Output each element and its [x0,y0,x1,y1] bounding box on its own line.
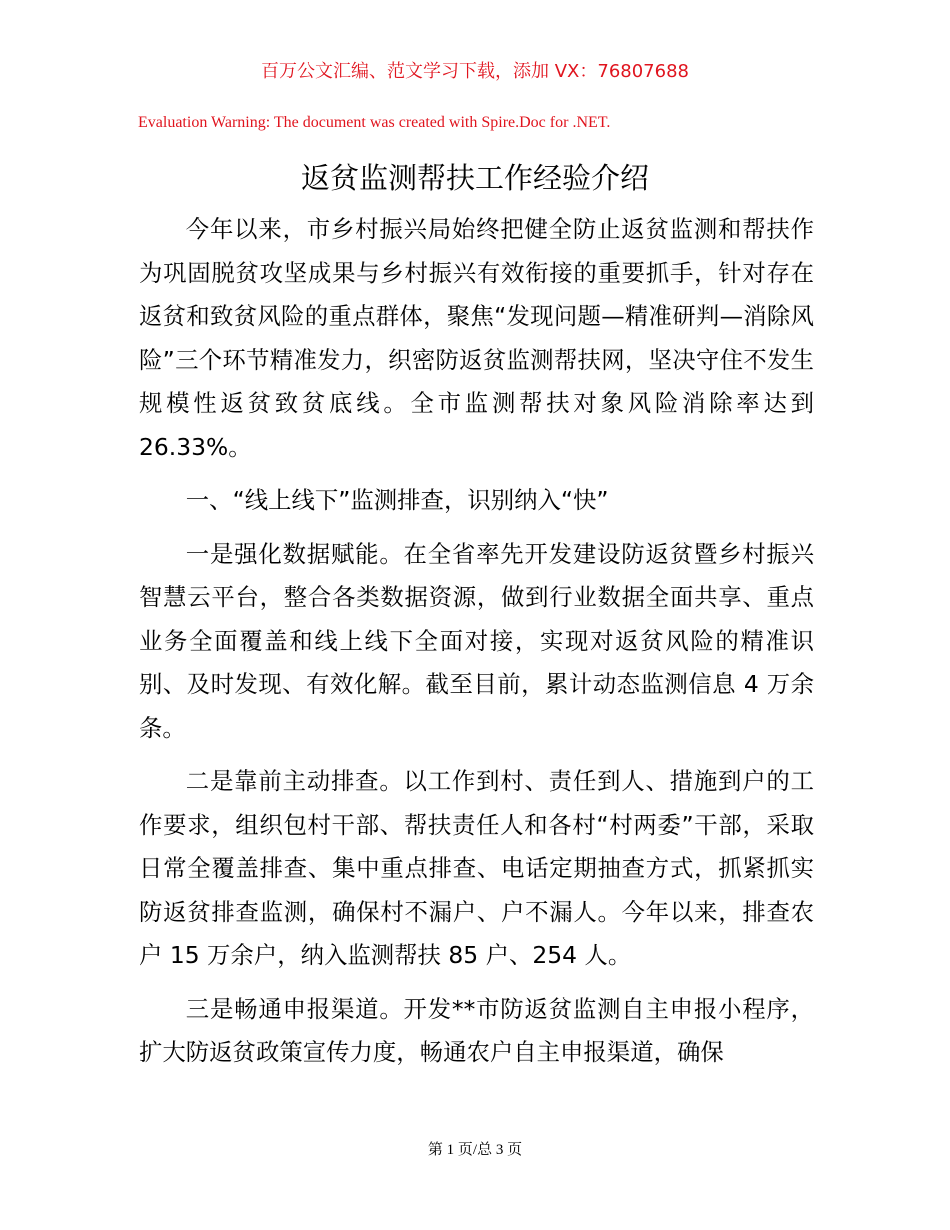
section-heading-1: 一、“线上线下”监测排查，识别纳入“快” [185,486,609,514]
paragraph-intro: 今年以来，市乡村振兴局始终把健全防止返贫监测和帮扶作为巩固脱贫攻坚成果与乡村振兴有效衔接的重要抓手，针对存在返贫和致贫风险的重点群体，聚焦“发现问题—精准研判—消除风险”三个环节精准发力，织密防返贫监测帮扶网，坚决守住不发生规模性返贫致贫底线。全市监测帮扶对象风险消除率达到 26.33%。 [139,215,814,461]
promo-banner: 百万公文汇编、范文学习下载，添加 VX：76807688 [261,61,689,82]
paragraph-proactive-screening: 二是靠前主动排查。以工作到村、责任到人、措施到户的工作要求，组织包村干部、帮扶责任人和各村“村两委”干部，采取日常全覆盖排查、集中重点排查、电话定期抽查方式，抓紧抓实防返贫排查监测，确保村不漏户、户不漏人。今年以来，排查农户 15 万余户，纳入监测帮扶 85 户、254 人。 [139,767,814,969]
paragraph-reporting-channels: 三是畅通申报渠道。开发**市防返贫监测自主申报小程序，扩大防返贫政策宣传力度，畅通农户自主申报渠道，确保 [139,994,814,1066]
page-indicator: 第 1 页/总 3 页 [427,1142,523,1158]
evaluation-warning: Evaluation Warning: The document was created with Spire.Doc for .NET. [138,114,611,131]
document-title: 返贫监测帮扶工作经验介绍 [300,161,649,195]
paragraph-data-empowerment: 一是强化数据赋能。在全省率先开发建设防返贫暨乡村振兴智慧云平台，整合各类数据资源，做到行业数据全面共享、重点业务全面覆盖和线上线下全面对接，实现对返贫风险的精准识别、及时发现、有效化解。截至目前，累计动态监测信息 4 万余条。 [139,539,814,742]
document-body [139,208,814,1075]
